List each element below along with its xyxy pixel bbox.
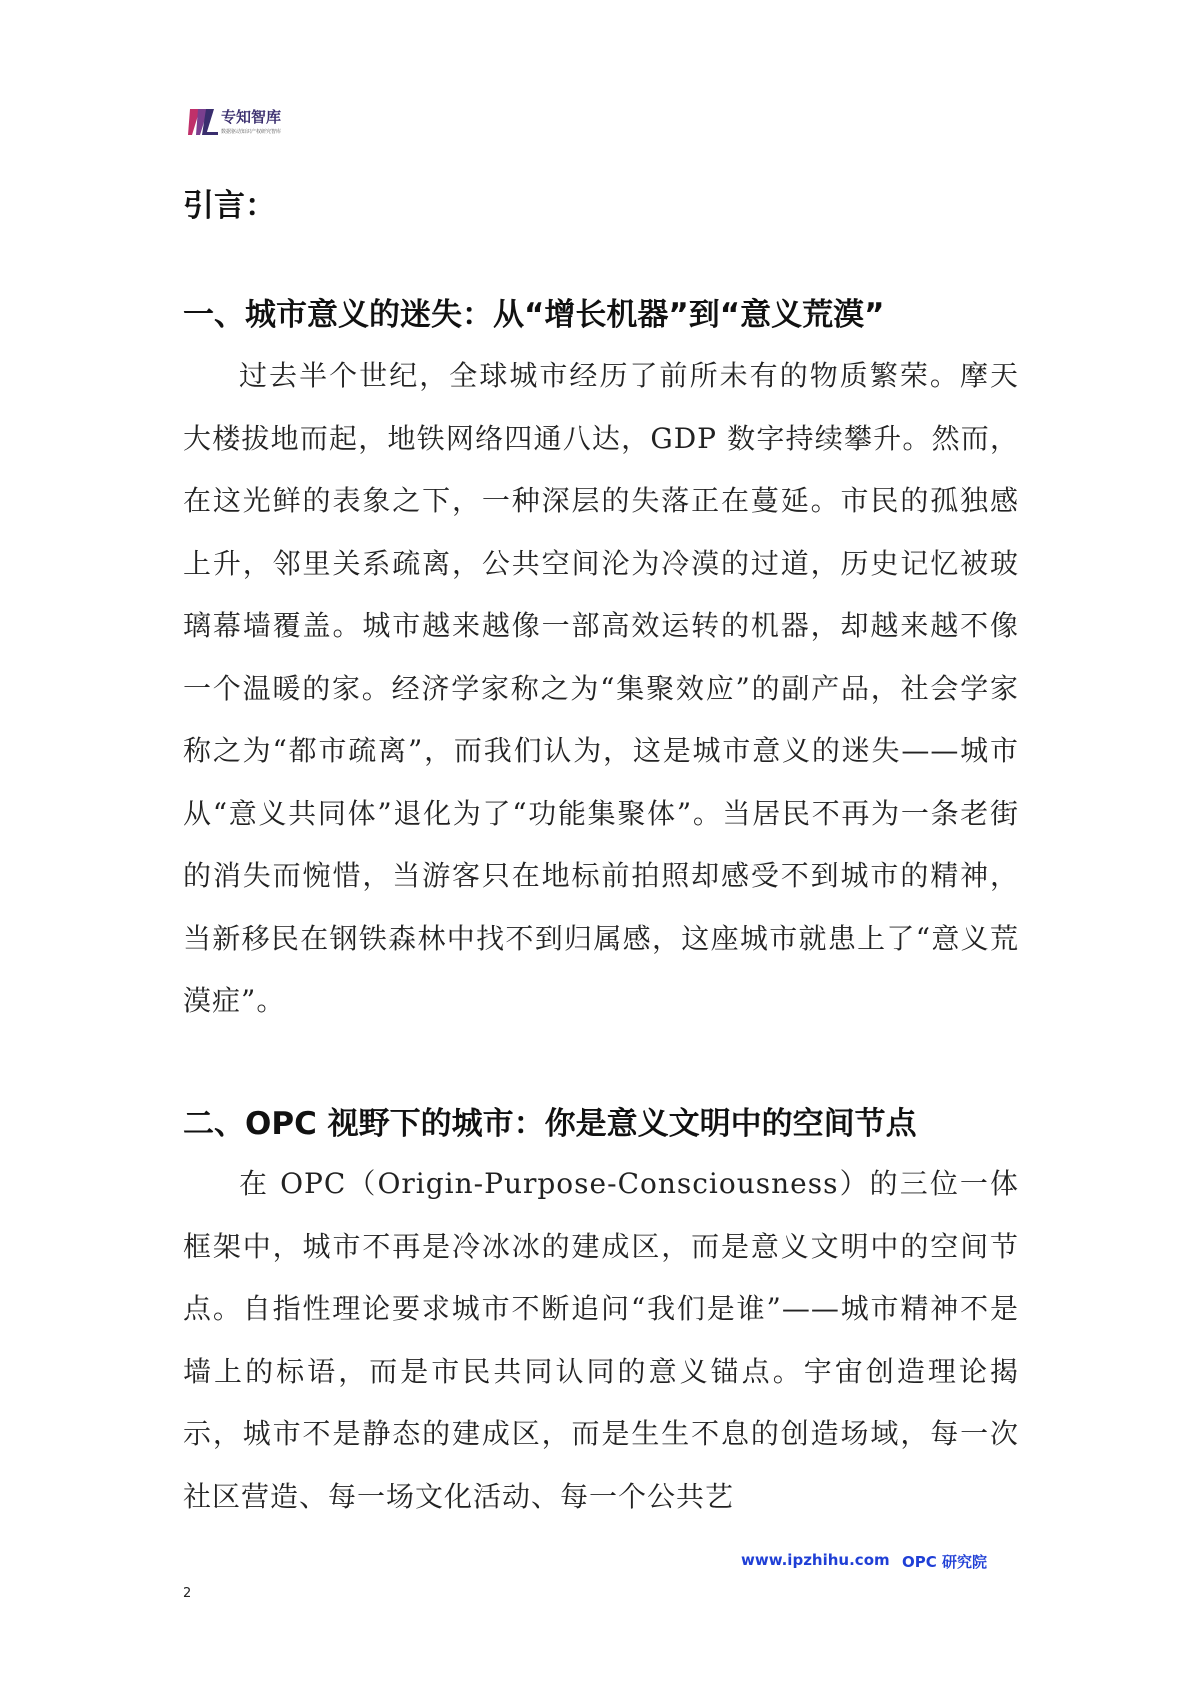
section-2-paragraph: 在 OPC（Origin-Purpose-Consciousness）的三位一体框架中，城市不再是冷冰冰的建成区，而是意义文明中的空间节点。自指性理论要求城市不断追问“我们是谁”——城市精神不是墙上的标语，而是市民共同认同的意义锚点。宇宙创造理论揭示，城市不是静态的建成区，而是生生不息的创造场域，每一次社区营造、每一场文化活动、每一个公共艺	[183, 1167, 1019, 1513]
logo-name: 专知智库	[221, 108, 282, 126]
page-number: 2	[183, 1586, 192, 1601]
section-2-heading: 二、OPC 视野下的城市：你是意义文明中的空间节点	[183, 1106, 917, 1142]
website-link[interactable]: www.ipzhihu.com	[741, 1551, 890, 1569]
zl-logo-icon	[188, 107, 220, 137]
section-1-paragraph: 过去半个世纪，全球城市经历了前所未有的物质繁荣。摩天大楼拔地而起，地铁网络四通八达，GDP 数字持续攀升。然而，在这光鲜的表象之下，一种深层的失落正在蔓延。市民的孤独感上升，邻里关系疏离，公共空间沦为冷漠的过道，历史记忆被玻璃幕墙覆盖。城市越来越像一部高效运转的机器，却越来越不像一个温暖的家。经济学家称之为“集聚效应”的副产品，社会学家称之为“都市疏离”，而我们认为，这是城市意义的迷失——城市从“意义共同体”退化为了“功能集聚体”。当居民不再为一条老街的消失而惋惜，当游客只在地标前拍照却感受不到城市的精神，当新移民在钢铁森林中找不到归属感，这座城市就患上了“意义荒漠症”。	[183, 359, 1019, 1017]
logo-subtitle: 数据驱动知识产权研究智库	[221, 129, 282, 135]
institute-link[interactable]: OPC 研究院	[902, 1553, 987, 1571]
zhuanzhi-logo	[188, 105, 308, 141]
section-1-heading: 一、城市意义的迷失：从“增长机器”到“意义荒漠”	[183, 297, 885, 333]
intro-heading: 引言：	[183, 188, 276, 224]
